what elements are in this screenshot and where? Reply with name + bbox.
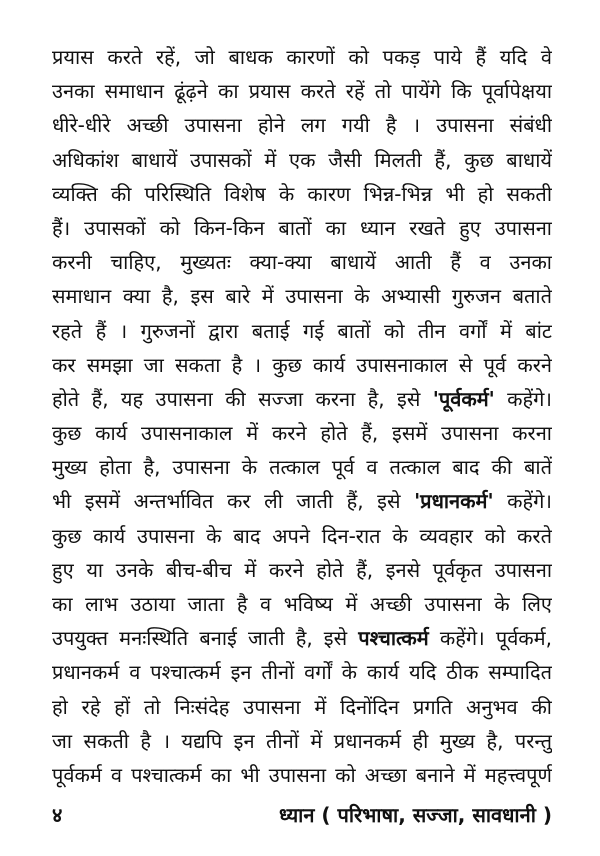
text-line: कुछ कार्य उपासना के बाद अपने दिन-रात के व्यवहार को करते: [52, 523, 552, 548]
text-line: हैं। उपासकों को किन-किन बातों का ध्यान रखते हुए उपासना: [52, 215, 552, 240]
running-title: ध्यान ( परिभाषा, सज्जा, सावधानी ): [279, 803, 552, 827]
text-line: प्रयास करते रहें, जो बाधक कारणों को पकड़ पाये हैं यदि वे: [52, 45, 552, 69]
text-line: होते हैं, यह उपासना की सज्जा करना है, इसे 'पूर्वकर्म' कहेंगे।: [52, 386, 552, 411]
text-line: भी इसमें अन्तर्भावित कर ली जाती हैं, इसे 'प्रधानकर्म' कहेंगे।: [52, 489, 552, 514]
text-line: मुख्य होता है, उपासना के तत्काल पूर्व व तत्काल बाद की बातें: [52, 455, 552, 480]
emphasized-term: पश्चात्कर्म: [358, 626, 429, 651]
text-line: उपयुक्त मनःस्थिति बनाई जाती है, इसे पश्चात्कर्म कहेंगे। पूर्वकर्म,: [52, 626, 552, 651]
text-line: हुए या उनके बीच-बीच में करने होते हैं, इनसे पूर्वकृत उपासना: [52, 557, 552, 582]
text-line: अधिकांश बाधायें उपासकों में एक जैसी मिलती हैं, कुछ बाधायें: [52, 147, 552, 172]
body-text: [52, 40, 552, 792]
text-line: समाधान क्या है, इस बारे में उपासना के अभ्यासी गुरुजन बताते: [52, 284, 552, 309]
text-line: व्यक्ति की परिस्थिति विशेष के कारण भिन्न-भिन्न भी हो सकती: [52, 181, 552, 206]
text-line: धीरे-धीरे अच्छी उपासना होने लग गयी है । उपासना संबंधी: [52, 113, 552, 138]
emphasized-term: 'पूर्वकर्म': [432, 386, 495, 411]
text-line: पूर्वकर्म व पश्चात्कर्म का भी उपासना को अच्छा बनाने में महत्त्वपूर्ण: [52, 762, 552, 787]
text-line: प्रधानकर्म व पश्चात्कर्म इन तीनों वर्गों के कार्य यदि ठीक सम्पादित: [52, 660, 552, 685]
text-line: करनी चाहिए, मुख्यतः क्या-क्या बाधायें आती हैं व उनका: [52, 250, 552, 275]
text-line: जा सकती है । यद्यपि इन तीनों में प्रधानकर्म ही मुख्य है, परन्तु: [52, 728, 552, 753]
text-line: हो रहे हों तो निःसंदेह उपासना में दिनोंदिन प्रगति अनुभव की: [52, 694, 552, 719]
page-footer: [52, 798, 552, 832]
text-line: का लाभ उठाया जाता है व भविष्य में अच्छी उपासना के लिए: [52, 592, 552, 616]
text-line: उनका समाधान ढूंढ़ने का प्रयास करते रहें तो पायेंगे कि पूर्वापेक्षया: [52, 79, 552, 104]
emphasized-term: 'प्रधानकर्म': [414, 489, 494, 514]
page-number: ४: [52, 803, 63, 827]
text-line: रहते हैं । गुरुजनों द्वारा बताई गई बातों को तीन वर्गों में बांट: [52, 318, 552, 343]
text-line: कुछ कार्य उपासनाकाल में करने होते हैं, इसमें उपासना करना: [52, 421, 552, 446]
text-line: कर समझा जा सकता है । कुछ कार्य उपासनाकाल से पूर्व करने: [52, 352, 552, 377]
